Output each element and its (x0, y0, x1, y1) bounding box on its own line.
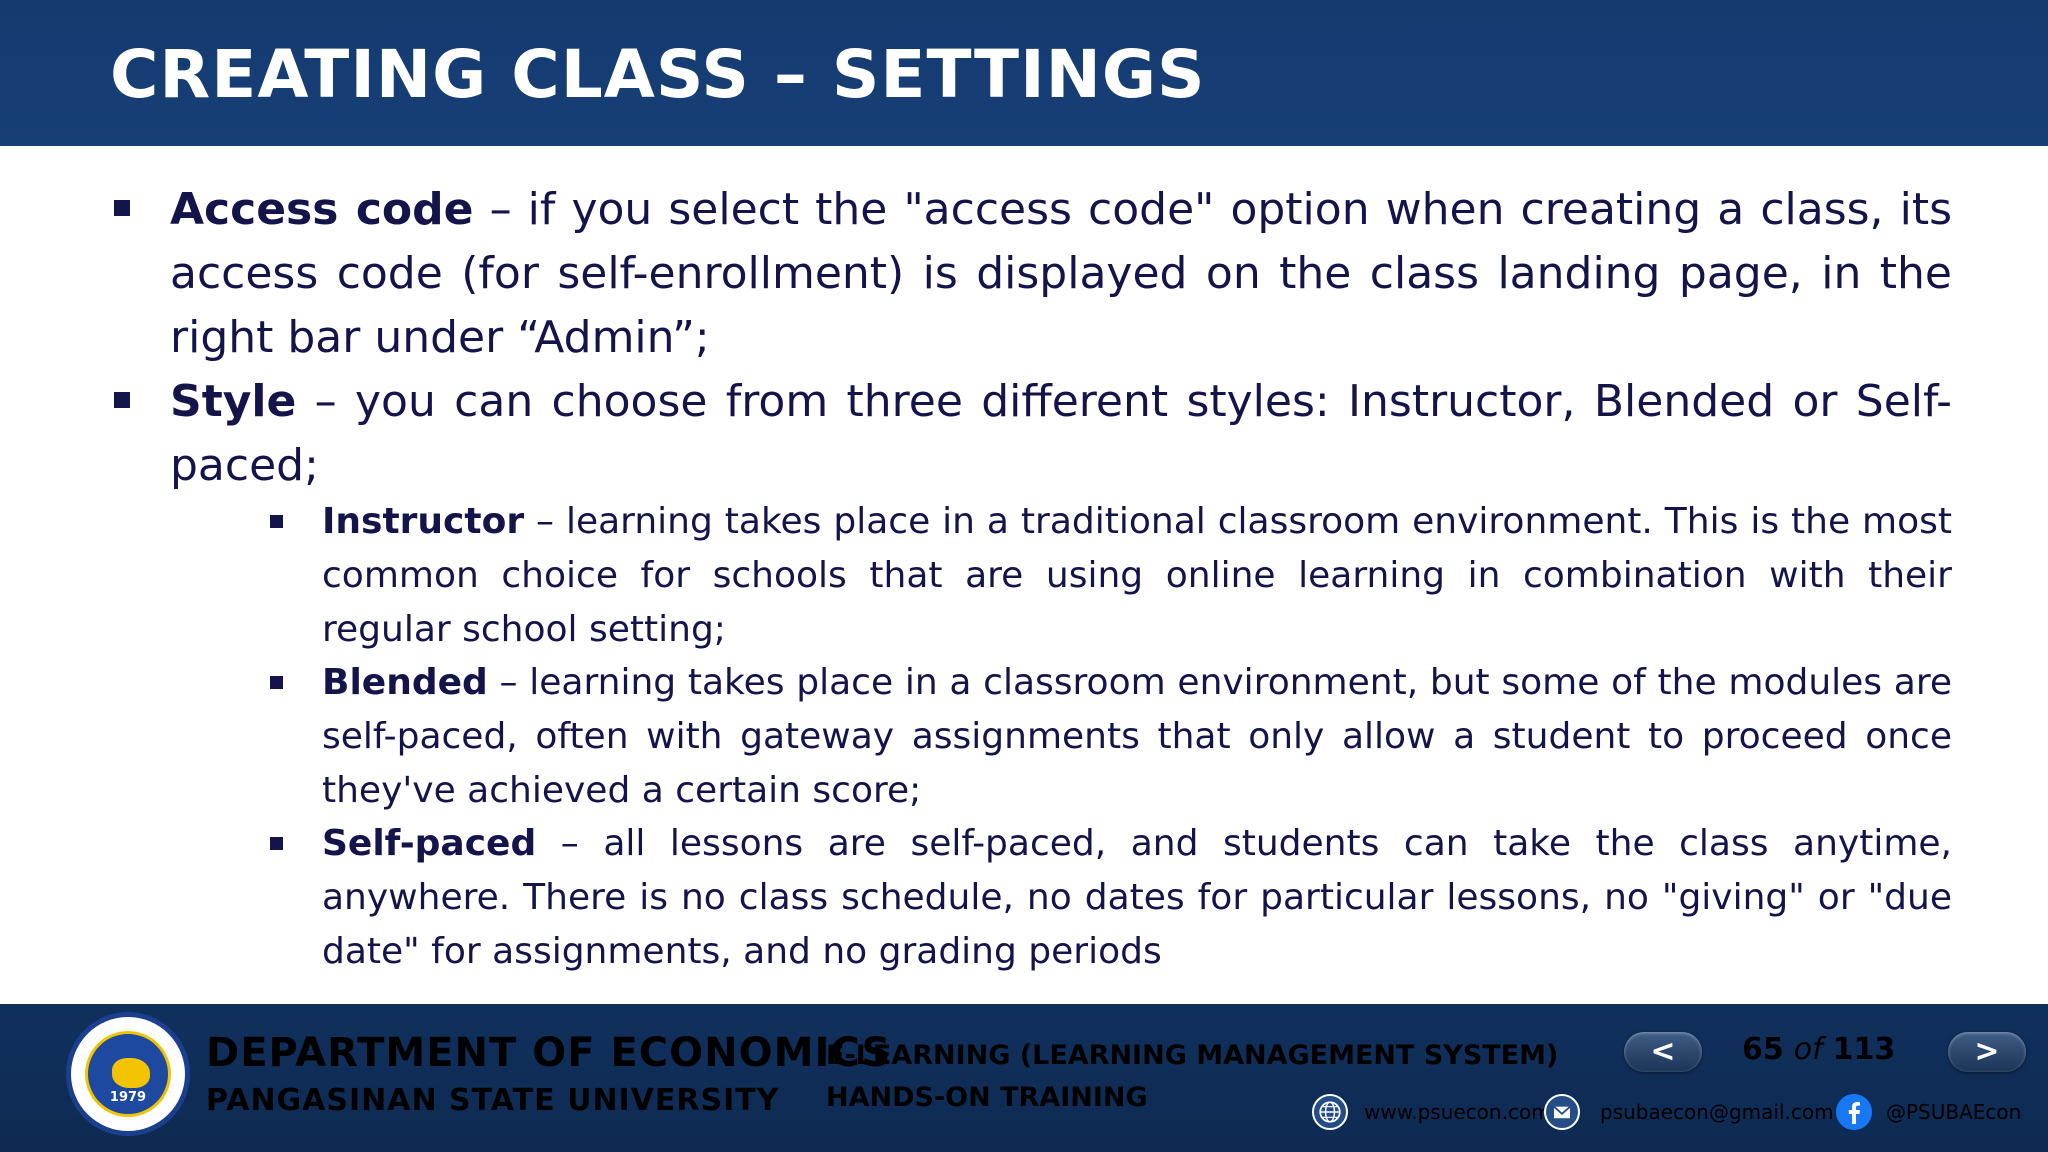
university-name: PANGASINAN STATE UNIVERSITY (206, 1083, 780, 1118)
sub-bullet-blended (270, 656, 1952, 818)
current-page: 65 (1742, 1032, 1784, 1067)
university-seal-logo (66, 1012, 190, 1136)
department-name: DEPARTMENT OF ECONOMICS (206, 1030, 892, 1076)
sub-bullet-term: Self-paced (322, 823, 537, 864)
bullet-text: – you can choose from three different styles: Instructor, Blended or Self-paced; (170, 376, 1952, 491)
sub-bullet-self-paced (270, 817, 1952, 979)
slide-header (0, 0, 2048, 146)
square-bullet-icon (270, 676, 283, 689)
globe-icon (1312, 1094, 1348, 1130)
next-slide-button[interactable]: > (1948, 1032, 2026, 1072)
square-bullet-icon (270, 515, 283, 528)
bullet-term: Style (170, 376, 297, 427)
website-text: www.psuecon.com (1364, 1100, 1551, 1124)
sub-bullet-term: Instructor (322, 501, 525, 542)
course-subtitle: HANDS-ON TRAINING (826, 1082, 1148, 1113)
email-text: psubaecon@gmail.com (1600, 1100, 1834, 1124)
lion-icon (112, 1058, 150, 1088)
bullet-term: Access code (170, 184, 474, 235)
course-title: E-LEARNING (LEARNING MANAGEMENT SYSTEM) (826, 1040, 1559, 1071)
mail-icon (1544, 1094, 1580, 1130)
slide-title: CREATING CLASS – SETTINGS (110, 36, 1206, 113)
sub-bullet-text: – all lessons are self-paced, and students can take the class anytime, anywhere. There is no class schedule, no dates for particular lessons, no "giving" or "due date" for assignments, and no grading periods (322, 823, 1952, 972)
bullet-style (110, 370, 1952, 498)
sub-bullet-instructor (270, 495, 1952, 657)
sub-bullet-term: Blended (322, 662, 488, 703)
square-bullet-icon (270, 837, 283, 850)
square-bullet-icon (114, 392, 130, 408)
sub-bullet-text: – learning takes place in a classroom environment, but some of the modules are self-paced, often with gateway assignments that only allow a student to proceed once they've achieved a certain score; (322, 662, 1952, 811)
page-indicator (1742, 1032, 1895, 1067)
square-bullet-icon (114, 200, 130, 216)
bullet-access-code (110, 178, 1952, 370)
facebook-icon (1836, 1094, 1872, 1130)
total-pages: 113 (1832, 1032, 1896, 1067)
page-of-label: of (1793, 1032, 1823, 1067)
facebook-text: @PSUBAEcon (1886, 1100, 2022, 1124)
previous-slide-button[interactable]: < (1624, 1032, 1702, 1072)
bullet-text: – if you select the "access code" option when creating a class, its access code (for self-enrollment) is displayed on the class landing page, in the right bar under “Admin”; (170, 184, 1953, 363)
seal-year: 1979 (109, 1090, 147, 1105)
sub-bullet-text: – learning takes place in a traditional classroom environment. This is the most common choice for schools that are using online learning in combination with their regular school setting; (322, 501, 1952, 650)
slide-footer (0, 1004, 2048, 1152)
